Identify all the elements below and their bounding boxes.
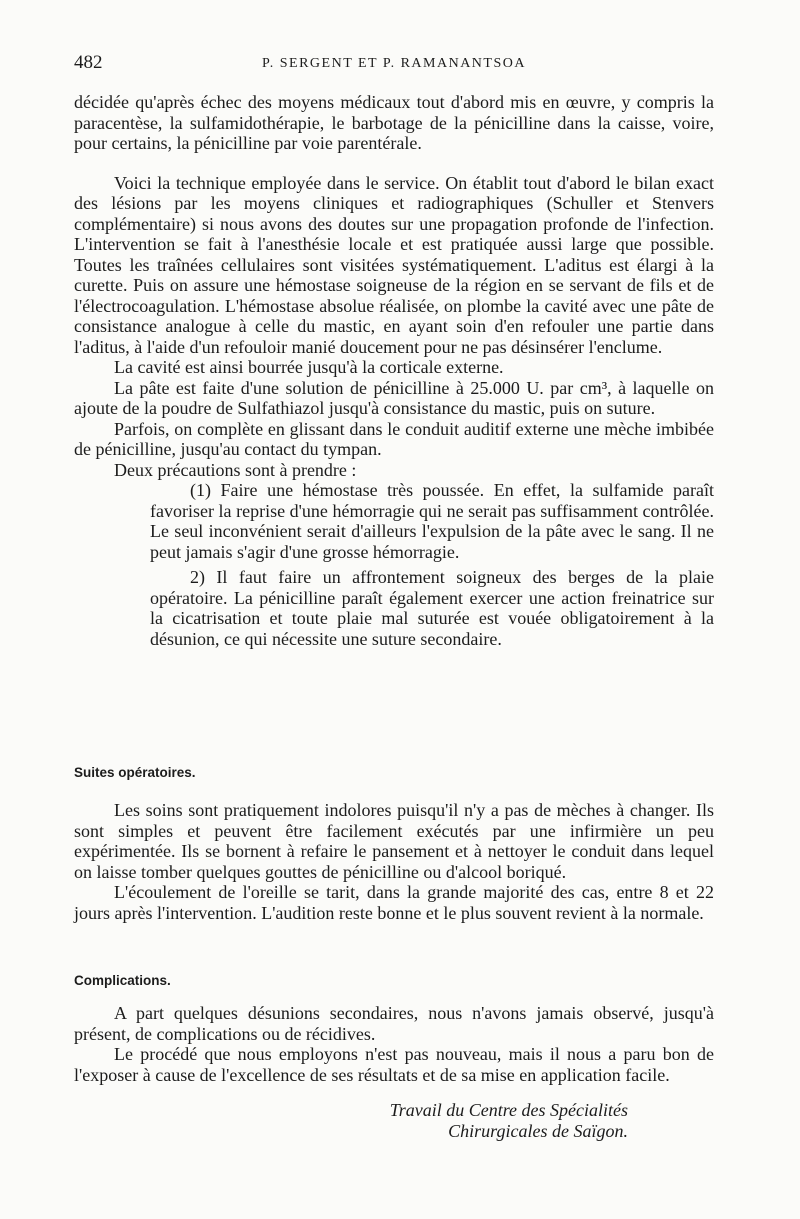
paragraph: La pâte est faite d'une solution de pénicilline à 25.000 U. par cm³, à laquelle on ajoute de la poudre de Sulfathiazol jusqu'à consistance du mastic, puis on suture. — [74, 377, 714, 418]
list-item: 2) Il faut faire un affrontement soigneux des berges de la plaie opératoire. La pénicilline paraît également exercer une action freinatrice sur la cicatrisation et toute plaie mal suturée est vouée obligatoirement à la désunion, ce qui nécessite une suture secondaire. — [150, 567, 714, 649]
signature-line-1: Travail du Centre des Spécialités — [389, 1100, 628, 1120]
running-title: P. SERGENT ET P. RAMANANTSOA — [262, 56, 526, 71]
page-number: 482 — [74, 52, 103, 73]
paragraph: décidée qu'après échec des moyens médicaux tout d'abord mis en œuvre, y compris la paracentèse, la sulfamidothérapie, le barbotage de la pénicilline dans la caisse, voire, pour certains, la pénicilline par voie parentérale. — [74, 92, 714, 153]
section-complications — [74, 1003, 714, 1085]
section-suites — [74, 800, 714, 923]
paragraph: La cavité est ainsi bourrée jusqu'à la corticale externe. — [114, 357, 504, 377]
precautions-list — [150, 480, 714, 649]
paragraph: Les soins sont pratiquement indolores puisqu'il n'y a pas de mèches à changer. Ils sont simples et peuvent être facilement exécutés par une infirmière un peu expérimentée. Ils se bornent à refaire le pansement et à nettoyer le conduit dans lequel on laisse tomber quelques gouttes de pénicilline ou d'alcool boriqué. — [74, 800, 714, 882]
paragraph: Parfois, on complète en glissant dans le conduit auditif externe une mèche imbibée de pénicilline, jusqu'au contact du tympan. — [74, 418, 714, 459]
signature-block — [390, 1100, 628, 1142]
section-technique — [74, 92, 714, 649]
paragraph: Voici la technique employée dans le service. On établit tout d'abord le bilan exact des lésions par les moyens cliniques et radiographiques (Schuller et Stenvers complémentaire) si nous avons des doutes sur une propagation profonde de l'infection. L'intervention se fait à l'anesthésie locale et est pratiquée aussi large que possible. Toutes les traînées cellulaires sont visitées systématiquement. L'aditus est élargi à la curette. Puis on assure une hémostase soigneuse de la région en se servant de fils et de l'électrocoagulation. L'hémostase absolue réalisée, on plombe la cavité avec une pâte de consistance analogue à celle du mastic, en ayant soin d'en refouler une partie dans l'aditus, à l'aide d'un refouloir manié doucement pour ne pas désinsérer l'enclume. — [74, 172, 714, 357]
paragraph: Deux précautions sont à prendre : — [114, 459, 357, 480]
signature-line-2: Chirurgicales de Saïgon. — [448, 1121, 628, 1141]
page-header — [74, 52, 714, 78]
paragraph: L'écoulement de l'oreille se tarit, dans la grande majorité des cas, entre 8 et 22 jours après l'intervention. L'audition reste bonne et le plus souvent revient à la normale. — [74, 882, 714, 923]
list-item: (1) Faire une hémostase très poussée. En effet, la sulfamide paraît favoriser la reprise d'une hémorragie qui ne serait pas suffisamment contrôlée. Le seul inconvénient serait d'ailleurs l'expulsion de la pâte avec le sang. Il ne peut jamais s'agir d'une grosse hémorragie. — [150, 480, 714, 562]
section-heading-complications: Complications. — [74, 973, 171, 988]
paragraph: A part quelques désunions secondaires, nous n'avons jamais observé, jusqu'à présent, de complications ou de récidives. — [74, 1003, 714, 1044]
section-heading-suites: Suites opératoires. — [74, 765, 196, 780]
paragraph: Le procédé que nous employons n'est pas nouveau, mais il nous a paru bon de l'exposer à cause de l'excellence de ses résultats et de sa mise en application facile. — [74, 1044, 714, 1085]
